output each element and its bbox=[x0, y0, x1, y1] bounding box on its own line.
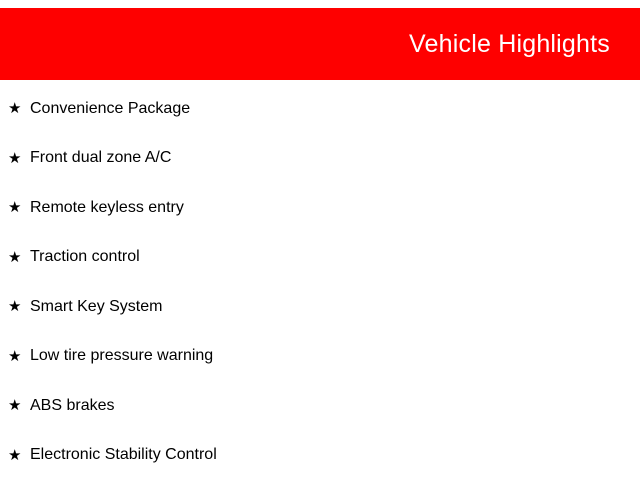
list-item bbox=[0, 134, 640, 184]
list-item bbox=[0, 84, 640, 134]
star-icon: ★ bbox=[8, 248, 22, 266]
star-icon: ★ bbox=[8, 100, 22, 118]
list-item bbox=[0, 381, 640, 431]
list-item bbox=[0, 183, 640, 233]
star-icon: ★ bbox=[8, 199, 22, 217]
list-item-label: Smart Key System bbox=[30, 297, 163, 315]
list-item bbox=[0, 332, 640, 382]
star-icon: ★ bbox=[8, 298, 22, 316]
star-icon: ★ bbox=[8, 149, 22, 167]
list-item-label: Convenience Package bbox=[30, 99, 191, 117]
header-banner bbox=[0, 8, 640, 80]
star-icon: ★ bbox=[8, 397, 22, 415]
list-item-label: Traction control bbox=[30, 248, 140, 266]
page-title: Vehicle Highlights bbox=[409, 29, 610, 58]
list-item bbox=[0, 233, 640, 283]
list-item-label: Front dual zone A/C bbox=[30, 149, 172, 167]
list-item-label: Remote keyless entry bbox=[30, 198, 184, 216]
list-item-label: Low tire pressure warning bbox=[30, 347, 214, 365]
star-icon: ★ bbox=[8, 446, 22, 464]
list-item bbox=[0, 431, 640, 480]
star-icon: ★ bbox=[8, 347, 22, 365]
vehicle-highlights-list bbox=[0, 84, 640, 480]
list-item-label: Electronic Stability Control bbox=[30, 446, 217, 464]
list-item bbox=[0, 282, 640, 332]
list-item-label: ABS brakes bbox=[30, 396, 115, 414]
